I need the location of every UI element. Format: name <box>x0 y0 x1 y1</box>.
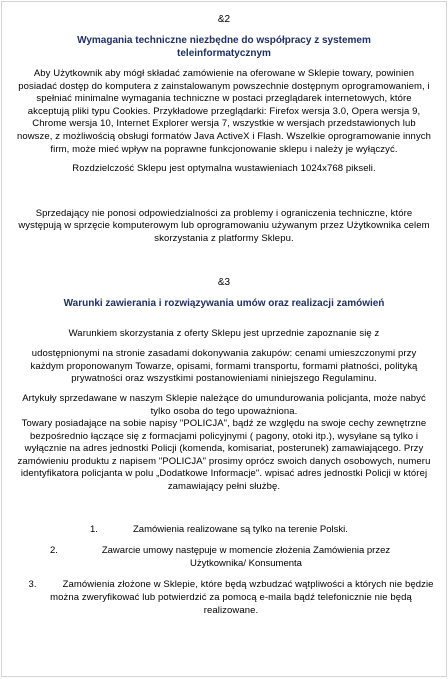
list-item-text: Zamówienia złożone w Sklepie, które będą wzbudzać wątpliwości a których nie będzie można zweryfikować lub potwierdzić za pomocą e-maila bądź telefonicznie nie będą realizowane. <box>50 579 434 616</box>
list-item-number: 2. <box>50 545 58 557</box>
section-3-title: Warunki zawierania i rozwiązywania umów oraz realizacji zamówień <box>63 297 385 309</box>
section-3-intro: Warunkiem skorzystania z oferty Sklepu jest uprzednie zapoznanie się z <box>68 327 380 339</box>
section-3-paragraph-3: Towary posiadające na sobie napisy "POLICJA", bądź ze względu na swoje cechy zewnętrzne bezpośrednio łączące się z formacjami policyjnymi ( pagony, otoki itp.), wysyłane są tylko i wyłącznie na adres jednostki Policji (komenda, komisariat, posterunek) zamawiającego. Przy zamówieniu produktu z napisem "POLICJA" prosimy oprócz swoich danych osobowych, numeru identyfikatora policjanta w polu „Dodatkowe Informacje". wpisać adres jednostki Policji w której zamawiający pełni służbę. <box>17 418 431 493</box>
section-3-paragraph-2: Artykuły sprzedawane w naszym Sklepie należące do umundurowania policjanta, może nabyć tylko osoba do tego upoważniona. <box>22 392 426 417</box>
section-2-number: &2 <box>217 14 231 25</box>
section-2-paragraph-1: Aby Użytkownik aby mógł składać zamówienie na oferowane w Sklepie towary, powinien posiadać dostęp do komputera z zainstalowanym powszechnie dostępnym oprogramowaniem, i spełniać minimalne wymagania techniczne w postaci przeglądarek internetowych, które akceptują pliki typu Cookies. Przykładowe przeglądarki: Firefox wersja 3.0, Opera wersja 9, Chrome wersja 10, Internet Explorer wersja 7, wszystkie w wersjach przedstawionych lub nowsze, z możliwością obsługi formatów Java ActiveX i Flash. Wszelkie oprogramowanie innych firm, może mieć wpływ na poprawne funkcjonowanie sklepu i należy je wyłączyć. <box>16 68 432 155</box>
list-item-number: 1. <box>90 523 98 535</box>
section-2-paragraph-2: Rozdzielczość Sklepu jest optymalna wustawieniach 1024x768 pikseli. <box>72 163 376 175</box>
list-item <box>2 579 446 617</box>
list-item-text: Zamówienia realizowane są tylko na terenie Polski. <box>133 523 348 535</box>
list-item-text: Zawarcie umowy następuje w momencie złożenia Zamówienia przez Użytkownika/ Konsumenta <box>101 545 391 569</box>
section-2-paragraph-3: Sprzedający nie ponosi odpowiedzialności za problemy i ograniczenia techniczne, które występują w sprzęcie komputerowym lub oprogramowaniu używanym przez Użytkownika celem skorzystania z platformy Sklepu. <box>18 207 430 244</box>
section-2-title: Wymagania techniczne niezbędne do współpracy z systemem teleinformatycznym <box>77 35 371 59</box>
list-item <box>2 524 446 537</box>
section-3-paragraph-1: udostępnionymi na stronie zasadami dokonywania zakupów: cenami umieszczonymi przy każdym proponowanym Towarze, opisami, formami transportu, formami płatności, polityką prywatności oraz wszystkimi postanowieniami niniejszego Regulaminu. <box>30 348 418 385</box>
section-3-number: &3 <box>217 276 231 288</box>
document-page <box>1 1 447 677</box>
list-item <box>2 545 446 570</box>
list-item-number: 3. <box>28 579 37 591</box>
